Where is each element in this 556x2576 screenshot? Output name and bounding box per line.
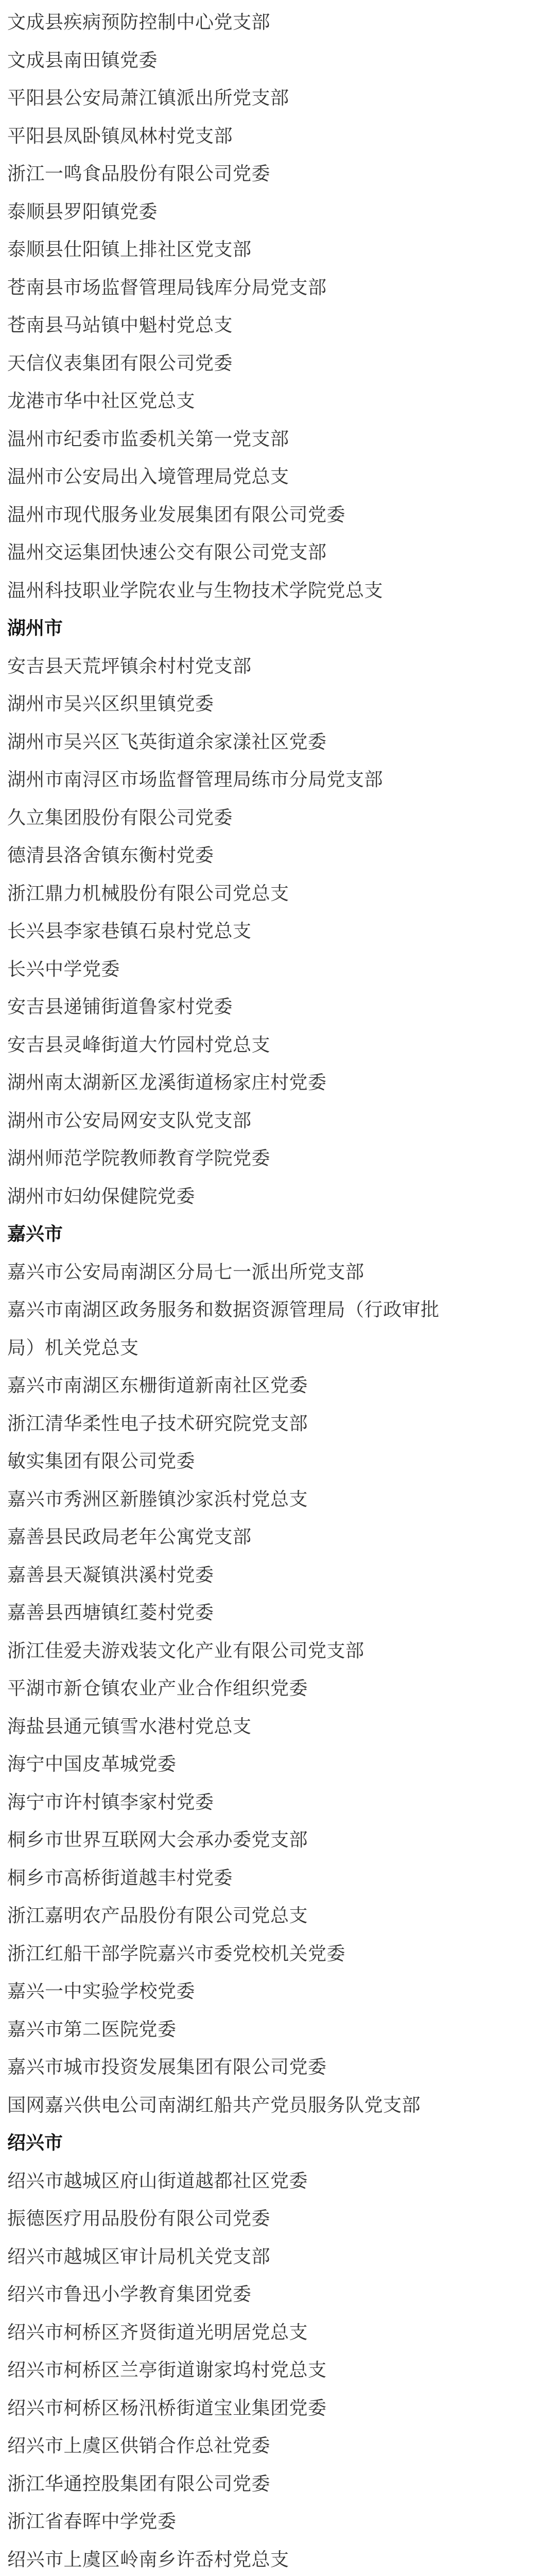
organization-item: 嘉兴市城市投资发展集团有限公司党委 [7,2057,327,2078]
organization-item: 温州市纪委市监委机关第一党支部 [7,428,289,450]
organization-item: 安吉县灵峰街道大竹园村党总支 [7,1034,271,1056]
organization-item: 国网嘉兴供电公司南湖红船共产党员服务队党支部 [7,2094,421,2116]
organization-item: 平阳县公安局萧江镇派出所党支部 [7,88,289,109]
organization-item: 文成县南田镇党委 [7,49,158,71]
organization-item: 嘉兴市南湖区东栅街道新南社区党委 [7,1375,308,1396]
organization-item: 湖州南太湖新区龙溪街道杨家庄村党委 [7,1072,327,1093]
organization-item: 绍兴市鲁迅小学教育集团党委 [7,2284,252,2305]
organization-item: 局）机关党总支 [7,1337,139,1359]
organization-item: 德清县洛舍镇东衡村党委 [7,845,214,866]
organization-item: 温州科技职业学院农业与生物技术学院党总支 [7,580,384,601]
organization-item: 泰顺县仕阳镇上排社区党支部 [7,239,252,260]
city-heading: 绍兴市 [7,2132,63,2154]
organization-item: 泰顺县罗阳镇党委 [7,201,158,223]
organization-item: 嘉兴市秀洲区新塍镇沙家浜村党总支 [7,1488,308,1510]
organization-item: 浙江一鸣食品股份有限公司党委 [7,163,271,184]
organization-item: 敏实集团有限公司党委 [7,1451,196,1472]
organization-item: 嘉兴一中实验学校党委 [7,1981,196,2002]
organization-item: 嘉兴市公安局南湖区分局七一派出所党支部 [7,1261,364,1283]
organization-item: 文成县疾病预防控制中心党支部 [7,12,271,33]
city-heading: 嘉兴市 [7,1224,63,1245]
organization-item: 久立集团股份有限公司党委 [7,807,233,828]
organization-item: 绍兴市柯桥区齐贤街道光明居党总支 [7,2321,308,2343]
organization-item: 嘉兴市南湖区政务服务和数据资源管理局（行政审批 [7,1299,440,1320]
organization-item: 安吉县天荒坪镇余村村党支部 [7,655,252,677]
organization-item: 湖州市吴兴区织里镇党委 [7,693,214,715]
organization-item: 绍兴市越城区审计局机关党支部 [7,2246,271,2267]
organization-item: 绍兴市柯桥区兰亭街道谢家坞村党总支 [7,2360,327,2381]
organization-item: 浙江清华柔性电子技术研究院党支部 [7,1413,308,1434]
organization-item: 浙江华通控股集团有限公司党委 [7,2473,271,2495]
organization-item: 长兴中学党委 [7,958,120,980]
organization-item: 湖州市吴兴区飞英街道余家漾社区党委 [7,731,327,753]
organization-item: 平湖市新仓镇农业产业合作组织党委 [7,1678,308,1699]
organization-item: 湖州市妇幼保健院党委 [7,1185,196,1207]
city-heading: 湖州市 [7,618,63,639]
organization-item: 绍兴市柯桥区杨汛桥街道宝业集团党委 [7,2397,327,2419]
organization-item: 长兴县李家巷镇石泉村党总支 [7,921,252,942]
organization-item: 桐乡市世界互联网大会承办委党支部 [7,1829,308,1851]
organization-item: 绍兴市越城区府山街道越都社区党委 [7,2170,308,2192]
organization-item: 绍兴市上虞区岭南乡许岙村党总支 [7,2549,289,2570]
organization-item: 桐乡市高桥街道越丰村党委 [7,1867,233,1889]
organization-item: 龙港市华中社区党总支 [7,391,196,412]
organization-item: 温州市现代服务业发展集团有限公司党委 [7,504,346,526]
organization-item: 湖州师范学院教师教育学院党委 [7,1148,271,1169]
organization-item: 苍南县马站镇中魁村党总支 [7,315,233,336]
organization-item: 浙江鼎力机械股份有限公司党总支 [7,883,289,904]
organization-item: 海盐县通元镇雪水港村党总支 [7,1716,252,1737]
organization-item: 湖州市公安局网安支队党支部 [7,1110,252,1131]
organization-item: 温州交运集团快速公交有限公司党支部 [7,542,327,563]
organization-item: 浙江省春晖中学党委 [7,2511,177,2532]
organization-item: 嘉善县天凝镇洪溪村党委 [7,1564,214,1586]
organization-item: 湖州市南浔区市场监督管理局练市分局党支部 [7,769,384,790]
organization-item: 平阳县凤卧镇凤林村党支部 [7,125,233,147]
organization-item: 安吉县递铺街道鲁家村党委 [7,996,233,1018]
organization-item: 海宁市许村镇李家村党委 [7,1791,214,1813]
organization-item: 天信仪表集团有限公司党委 [7,352,233,374]
organization-item: 苍南县市场监督管理局钱库分局党支部 [7,277,327,298]
organization-item: 嘉善县民政局老年公寓党支部 [7,1527,252,1548]
organization-item: 振德医疗用品股份有限公司党委 [7,2208,271,2229]
organization-item: 嘉善县西塘镇红菱村党委 [7,1602,214,1623]
organization-item: 绍兴市上虞区供销合作总社党委 [7,2435,271,2456]
organization-item: 浙江嘉明农产品股份有限公司党总支 [7,1905,308,1926]
organization-item: 嘉兴市第二医院党委 [7,2019,177,2040]
organization-item: 海宁中国皮革城党委 [7,1754,177,1775]
organization-item: 温州市公安局出入境管理局党总支 [7,466,289,487]
organization-item: 浙江红船干部学院嘉兴市委党校机关党委 [7,1943,346,1964]
organization-item: 浙江佳爱夫游戏装文化产业有限公司党支部 [7,1640,364,1662]
